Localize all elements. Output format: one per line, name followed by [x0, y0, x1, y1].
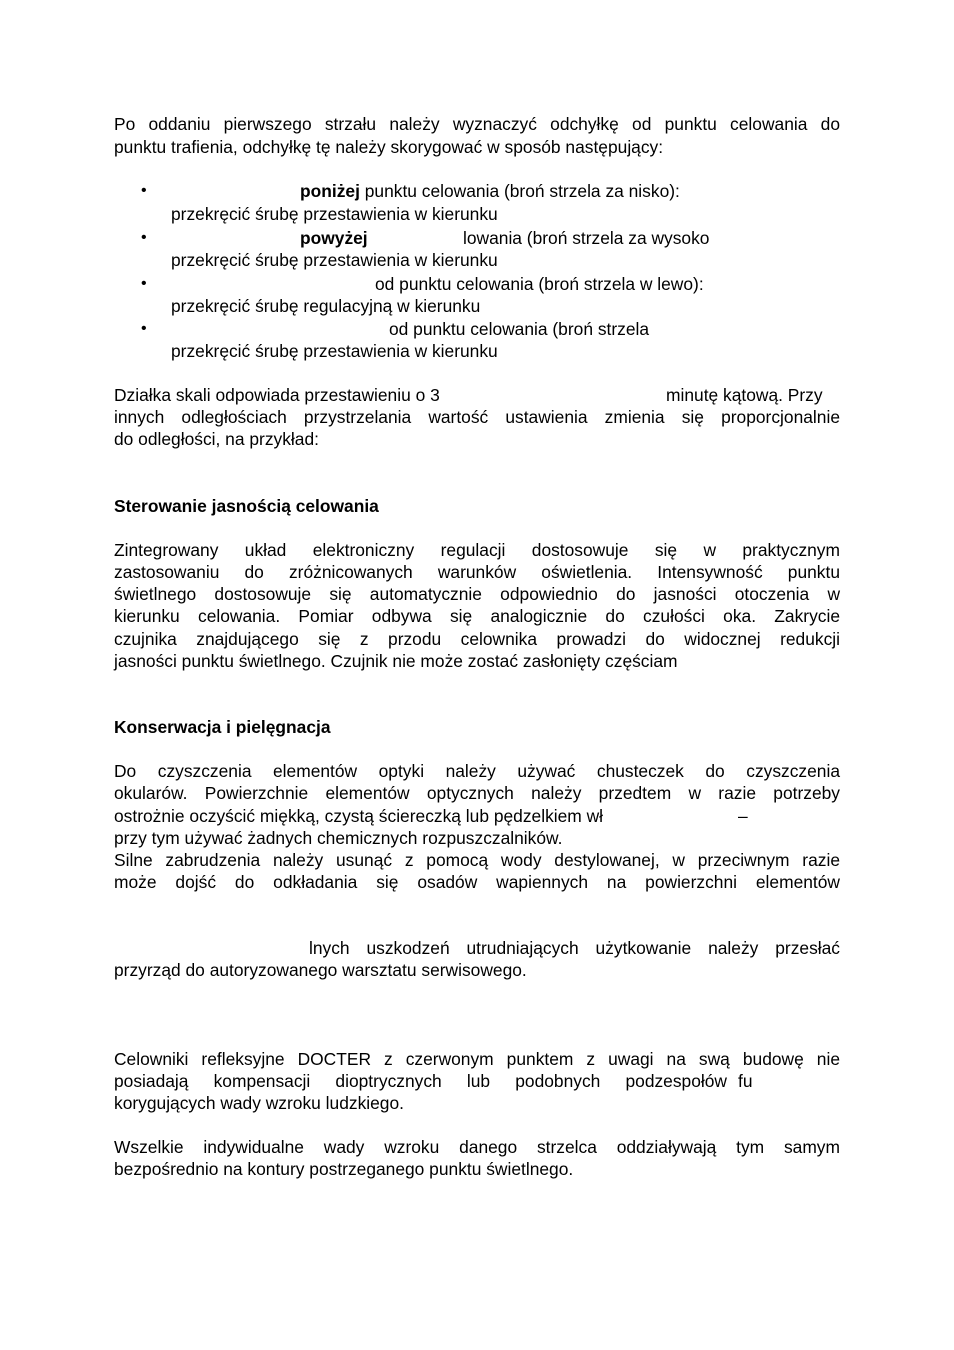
bullet-marker: • [141, 275, 147, 292]
bullet-3-text: od punktu celowania (broń strzela w lewo): [375, 274, 704, 294]
brightness-line-4: kierunku celowania. Pomiar odbywa się analogicznie do czułości oka. Zakrycie [114, 606, 840, 626]
docter-line-2-right: fu [738, 1071, 753, 1091]
maintenance-line-4: przy tym używać żadnych chemicznych rozpuszczalników. [114, 828, 563, 848]
bullet-1-sub: przekręcić śrubę przestawienia w kierunku [171, 204, 498, 224]
scale-line-1-left: Działka skali odpowiada przestawieniu o 3 [114, 385, 440, 405]
section-heading-brightness: Sterowanie jasnością celowania [114, 496, 379, 516]
bullet-marker: • [141, 320, 147, 337]
docter-line-3: korygujących wady wzroku ludzkiego. [114, 1093, 404, 1113]
bullet-2-bold: powyżej [300, 228, 368, 248]
bullet-2-text: lowania (broń strzela za wysoko [463, 228, 710, 248]
section-heading-maintenance: Konserwacja i pielęgnacja [114, 717, 331, 737]
bullet-1-text [300, 180, 680, 202]
maintenance-line-5: Silne zabrudzenia należy usunąć z pomocą wody destylowanej, w przeciwnym razie [114, 850, 840, 870]
brightness-line-5: czujnika znajdującego się z przodu celownika prowadzi do widocznej redukcji [114, 629, 840, 649]
bullet-4-text: od punktu celowania (broń strzela [389, 319, 650, 339]
docter-line-2-left: posiadają kompensacji dioptrycznych lub podobnych podzespołów [114, 1071, 727, 1091]
maintenance-line-3-dash: – [738, 806, 748, 826]
scale-line-3: do odległości, na przykład: [114, 429, 319, 449]
vision-line-1: Wszelkie indywidualne wady wzroku danego strzelca oddziaływają tym samym [114, 1137, 840, 1157]
scale-line-2: innych odległościach przystrzelania wartość ustawienia zmienia się proporcjonalnie [114, 407, 840, 427]
brightness-line-3: świetlnego dostosowuje się automatycznie odpowiednio do jasności otoczenia w [114, 584, 840, 604]
intro-line-2: punktu trafienia, odchyłkę tę należy skorygować w sposób następujący: [114, 137, 664, 157]
bullet-1-bold: poniżej [300, 181, 360, 201]
docter-line-1: Celowniki refleksyjne DOCTER z czerwonym punktem z uwagi na swą budowę nie [114, 1049, 840, 1069]
bullet-marker: • [141, 182, 147, 199]
brightness-line-2: zastosowaniu do zróżnicowanych warunków oświetlenia. Intensywność punktu [114, 562, 840, 582]
bullet-2-sub: przekręcić śrubę przestawienia w kierunku [171, 250, 498, 270]
maintenance-line-2: okularów. Powierzchnie elementów optycznych należy przedtem w razie potrzeby [114, 783, 840, 803]
brightness-line-6: jasności punktu świetlnego. Czujnik nie może zostać zasłonięty częściam [114, 651, 678, 671]
bullet-4-sub: przekręcić śrubę przestawienia w kierunku [171, 341, 498, 361]
bullet-marker: • [141, 229, 147, 246]
maintenance-line-1: Do czyszczenia elementów optyki należy używać chusteczek do czyszczenia [114, 761, 840, 781]
maintenance-line-3-left: ostrożnie oczyścić miękką, czystą ściereczką lub pędzelkiem wł [114, 806, 604, 826]
maintenance-line-6: może dojść do odkładania się osadów wapiennych na powierzchni elementów [114, 872, 840, 892]
scale-line-1-right: minutę kątową. Przy [666, 385, 823, 405]
maintenance-line-8: przyrząd do autoryzowanego warsztatu serwisowego. [114, 960, 527, 980]
brightness-line-1: Zintegrowany układ elektroniczny regulacji dostosowuje się w praktycznym [114, 540, 840, 560]
intro-line-1: Po oddaniu pierwszego strzału należy wyznaczyć odchyłkę od punktu celowania do [114, 114, 840, 134]
vision-line-2: bezpośrednio na kontury postrzeganego punktu świetlnego. [114, 1159, 574, 1179]
bullet-1-rest: punktu celowania (broń strzela za nisko): [359, 181, 680, 201]
maintenance-line-7: lnych uszkodzeń utrudniających użytkowanie należy przesłać [309, 938, 840, 958]
bullet-3-sub: przekręcić śrubę regulacyjną w kierunku [171, 296, 481, 316]
